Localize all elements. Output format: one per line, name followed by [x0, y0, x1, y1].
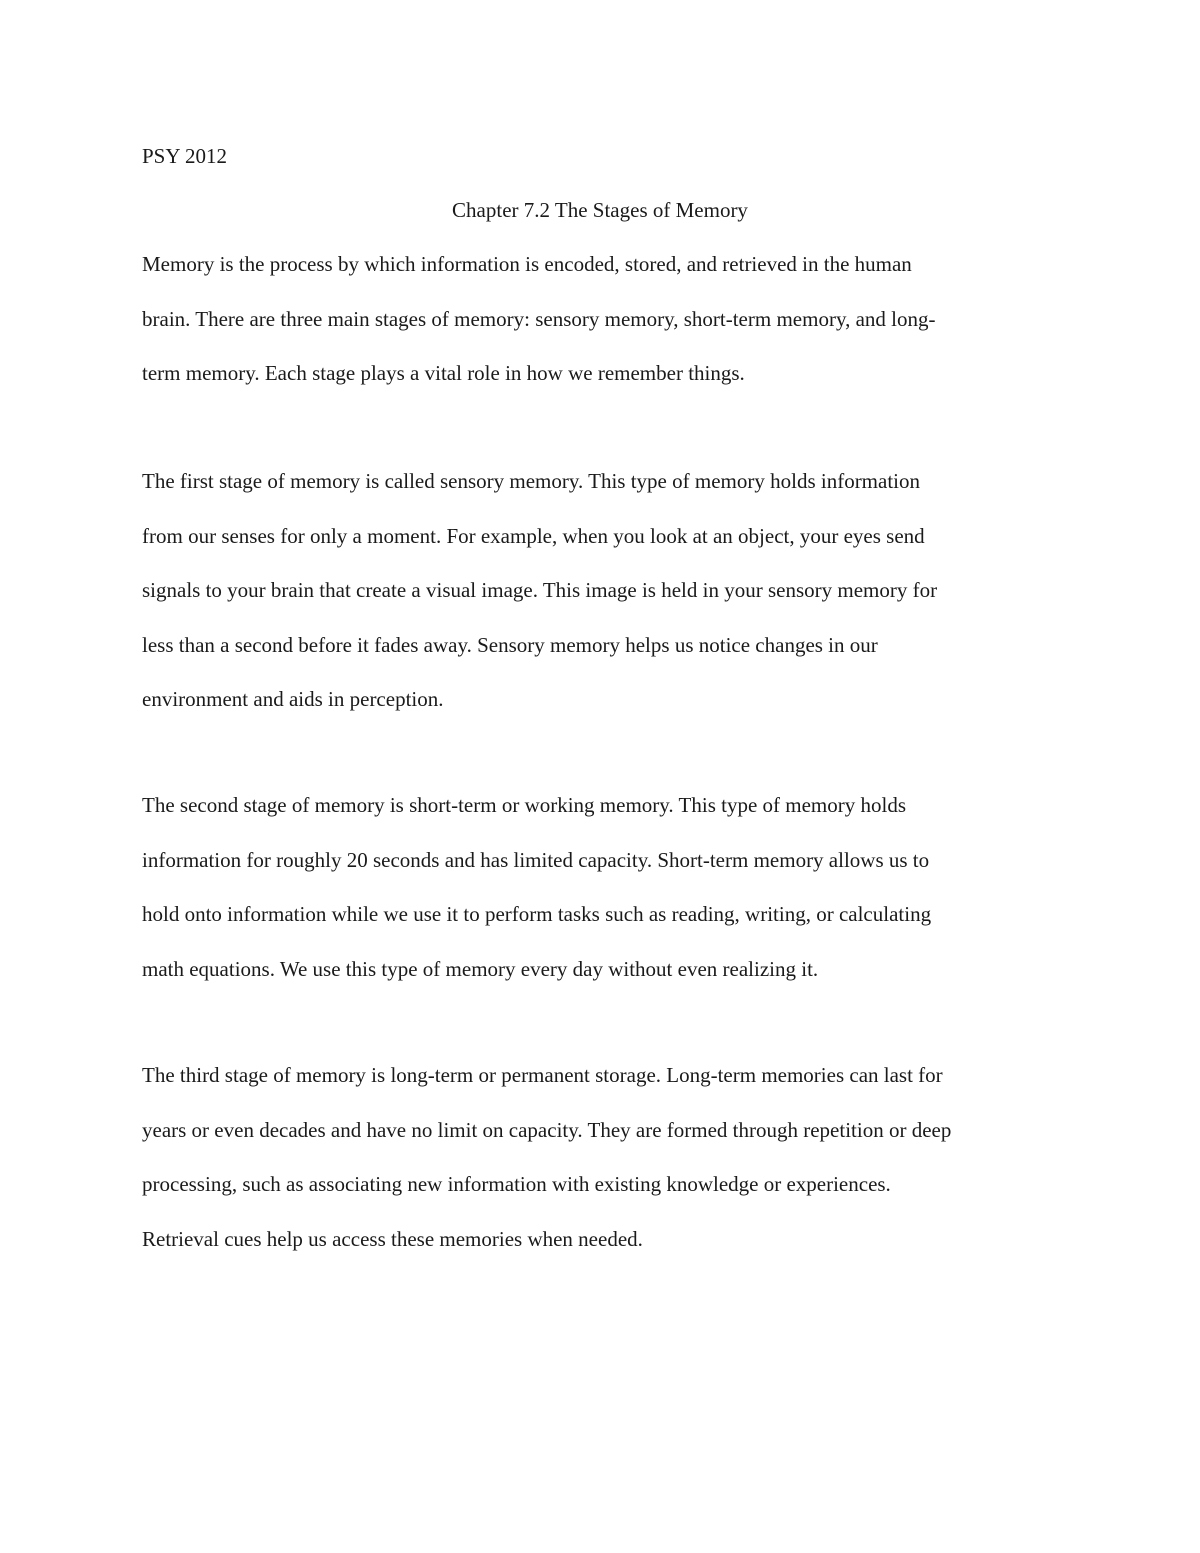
paragraph-line: The second stage of memory is short-term or working memory. This type of memory holds [142, 793, 907, 817]
paragraph-line: brain. There are three main stages of memory: sensory memory, short-term memory, and long- [142, 306, 936, 331]
paragraph-line: signals to your brain that create a visual image. This image is held in your sensory memory for [142, 578, 938, 602]
paragraph-line: from our senses for only a moment. For example, when you look at an object, your eyes send [142, 523, 925, 548]
paragraph-sensory-memory [142, 454, 1082, 727]
paragraph-line: less than a second before it fades away. Sensory memory helps us notice changes in our [142, 632, 878, 657]
paragraph-line: environment and aids in perception. [142, 687, 444, 711]
paragraph-long-term-memory [142, 1048, 1082, 1266]
paragraph-line: Memory is the process by which information is encoded, stored, and retrieved in the human [142, 252, 912, 276]
paragraph-line: math equations. We use this type of memory every day without even realizing it. [142, 956, 819, 981]
paragraph-line: The first stage of memory is called sensory memory. This type of memory holds information [142, 469, 921, 493]
paragraph-short-term-memory [142, 778, 1082, 996]
paragraph-line: information for roughly 20 seconds and has limited capacity. Short-term memory allows us to [142, 847, 930, 872]
paragraph-line: hold onto information while we use it to perform tasks such as reading, writing, or calculating [142, 902, 932, 926]
paragraph-line: Retrieval cues help us access these memories when needed. [142, 1226, 643, 1251]
paragraph-line: processing, such as associating new information with existing knowledge or experiences. [142, 1172, 891, 1196]
course-code: PSY 2012 [142, 144, 227, 168]
paragraph-line: term memory. Each stage plays a vital role in how we remember things. [142, 361, 745, 385]
paragraph-line: years or even decades and have no limit on capacity. They are formed through repetition or deep [142, 1117, 952, 1142]
paragraph-intro [142, 237, 1082, 401]
document-title: Chapter 7.2 The Stages of Memory [452, 198, 748, 222]
paragraph-line: The third stage of memory is long-term or permanent storage. Long-term memories can last for [142, 1063, 943, 1087]
